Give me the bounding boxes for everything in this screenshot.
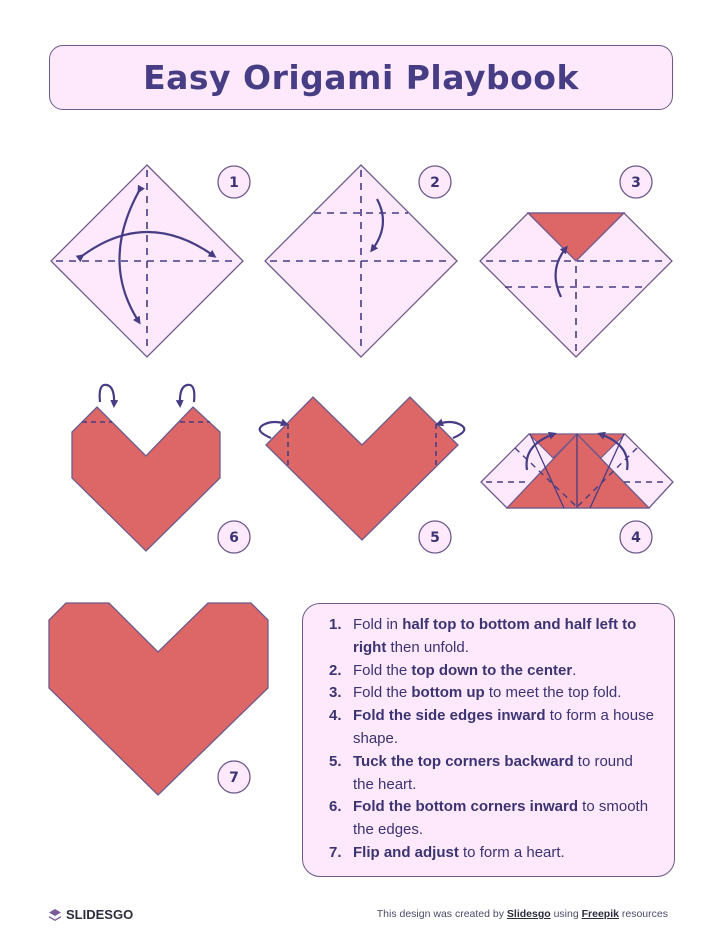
diagram-step-6 bbox=[72, 385, 250, 553]
step-badge-5 bbox=[419, 521, 451, 553]
diagram-step-3 bbox=[480, 166, 672, 357]
svg-text:1: 1 bbox=[229, 175, 239, 191]
slidesgo-logo-icon bbox=[49, 909, 61, 921]
step-badge-2 bbox=[419, 166, 451, 198]
svg-text:7: 7 bbox=[229, 770, 239, 786]
svg-text:2: 2 bbox=[430, 175, 440, 191]
instruction-item: 5. Tuck the top corners backward to round the heart. bbox=[329, 752, 633, 793]
diagram-step-1 bbox=[51, 165, 250, 357]
instruction-item: 2. Fold the top down to the center. bbox=[329, 661, 577, 679]
svg-text:5: 5 bbox=[430, 530, 440, 546]
fold-back-arrow-icon bbox=[180, 385, 194, 405]
slidesgo-link[interactable]: Slidesgo bbox=[506, 908, 551, 920]
svg-text:6: 6 bbox=[229, 530, 239, 546]
page-title: Easy Origami Playbook bbox=[143, 58, 579, 97]
step-badge-7 bbox=[218, 761, 250, 793]
instruction-item: 3. Fold the bottom up to meet the top fold. bbox=[329, 684, 622, 702]
step-badge-3 bbox=[620, 166, 652, 198]
diagram-step-4 bbox=[481, 434, 673, 553]
freepik-link[interactable]: Freepik bbox=[581, 908, 619, 920]
instructions-list bbox=[329, 614, 654, 865]
slidesgo-logo[interactable] bbox=[49, 907, 133, 922]
footer-credit: This design was created by Slidesgo using Freepik resources bbox=[376, 908, 668, 920]
step-badge-1 bbox=[218, 166, 250, 198]
svg-text:4: 4 bbox=[631, 530, 641, 546]
step-badge-6 bbox=[218, 521, 250, 553]
diagram-step-2 bbox=[265, 165, 457, 357]
step-badge-4 bbox=[620, 521, 652, 553]
instruction-item: 1. Fold in half top to bottom and half left to right then unfold. bbox=[329, 616, 637, 656]
diagram-step-7 bbox=[49, 603, 268, 795]
instructions-panel bbox=[302, 603, 675, 877]
svg-text:3: 3 bbox=[631, 175, 641, 191]
fold-back-arrow-icon bbox=[100, 385, 114, 405]
logo-text: SLIDESGO bbox=[66, 907, 134, 922]
instruction-item: 6. Fold the bottom corners inward to smooth the edges. bbox=[329, 798, 649, 839]
instruction-item: 4. Fold the side edges inward to form a house shape. bbox=[329, 707, 654, 747]
instruction-item: 7. Flip and adjust to form a heart. bbox=[329, 843, 565, 861]
diagram-step-5 bbox=[260, 397, 465, 553]
